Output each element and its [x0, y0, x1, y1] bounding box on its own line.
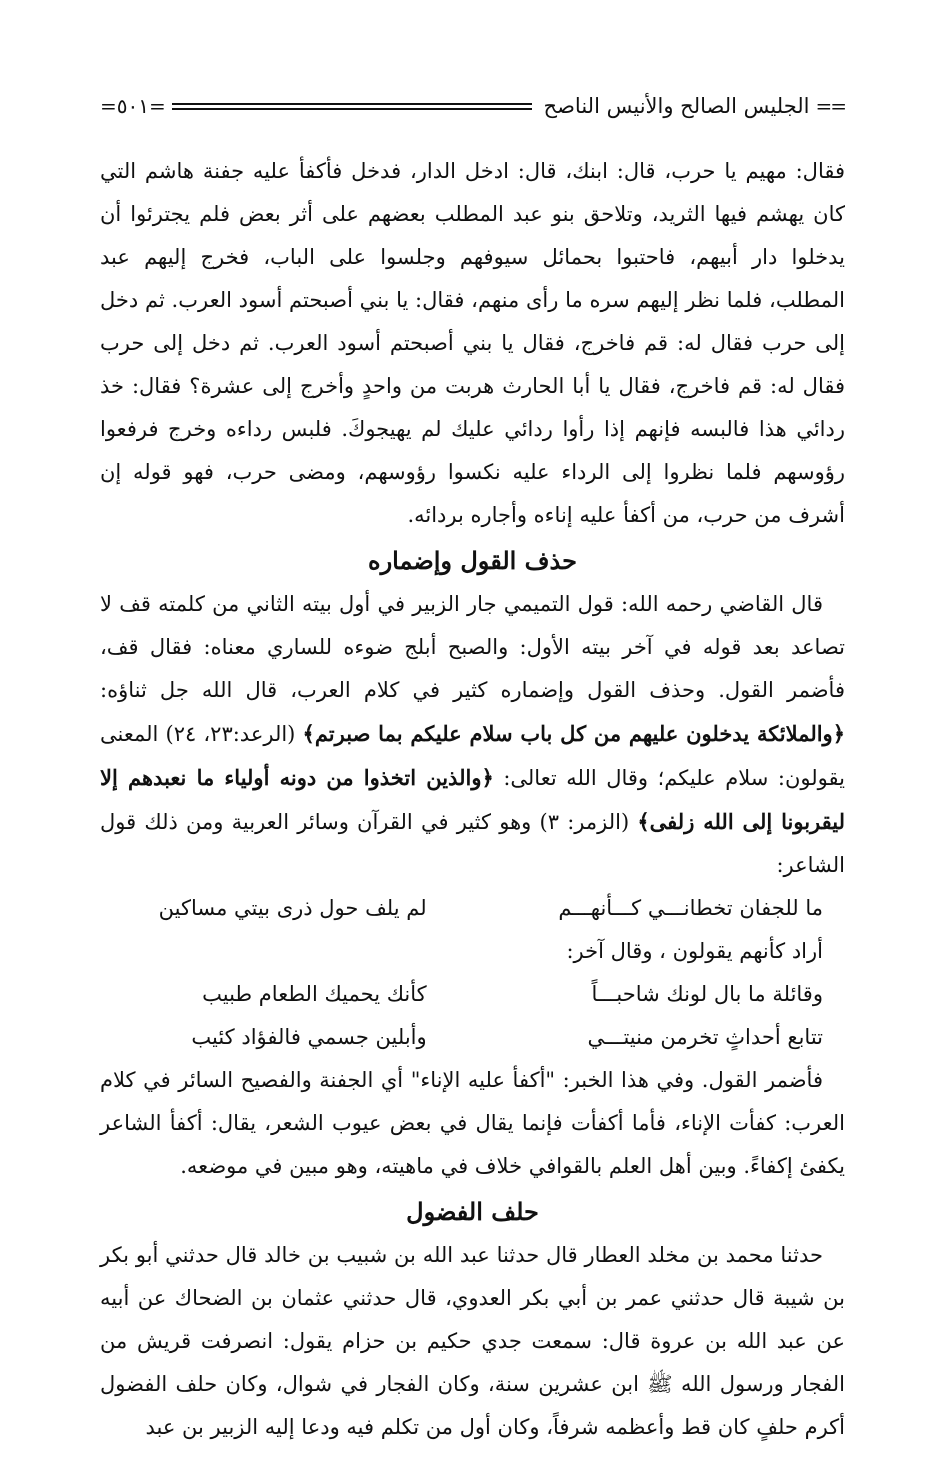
paragraph-3: فأضمر القول. وفي هذا الخبر: "أكفأ عليه الإناء" أي الجفنة والفصيح السائر في كلام العرب: كفأت الإناء، فأما أكفأت فإنما يقال في بعض عيوب الشعر، يقال: أكفأ الشاعر يكفئ إكفاءً. وبين أهل العلم بالقوافي خلاف في ماهيته، وهو مبين في موضعه. — [100, 1068, 845, 1178]
paragraph-4: حدثنا محمد بن مخلد العطار قال حدثنا عبد الله بن شبيب بن خالد قال حدثني أبو بكر بن شيبة قال حدثني عمر بن أبي بكر العدوي، قال حدثني عثمان بن الضحاك عن أبيه عن عبد الله بن عروة قال: سمعت جدي حكيم بن حزام يقول: انصرفت قريش من الفجار ورسول الله ﷺ ابن عشرين سنة، وكان الفجار في شوال، وكان حلف الفضول أكرم حلفٍ كان قط وأعظمه شرفاً، وكان أول من تكلم فيه ودعا إليه الزبير بن عبد — [100, 1243, 845, 1439]
poem-line-3 — [100, 1016, 845, 1059]
paragraph-2-text-a: قال القاضي رحمه الله: قول التميمي جار الزبير في أول بيته الثاني من كلمته قف لا تصاعد بعد قوله في آخر بيته الأول: والصبح أبلج ضوءه للساري معناه: فقال قف، فأضمر القول. وحذف القول وإضماره كثير في كلام العرب، قال الله جل ثناؤه: — [100, 592, 845, 702]
page-number: =٥٠١= — [100, 94, 166, 118]
section-heading-omission-of-speech: حذف القول وإضماره — [368, 546, 577, 575]
paragraph-2-text-b: (الرعد:٢٣، ٢٤) المعنى يقولون: سلام عليكم؛ وقال الله تعالى: — [100, 722, 845, 790]
page-body — [100, 150, 845, 1449]
quran-verse-2: ﴿والذين اتخذوا من دونه أولياء ما نعبدهم إلا ليقربونا إلى الله زلفى﴾ — [100, 765, 845, 834]
poem-block — [100, 887, 845, 1059]
poem-line-1-second-hemistich: لم يلف حول ذرى بيتي مساكين — [158, 896, 427, 920]
poem-line-3-first-hemistich: تتابع أحداثٍ تخرمن منيتـــي — [587, 1025, 823, 1049]
poem-line-2 — [100, 973, 845, 1016]
header-rule — [172, 103, 532, 110]
paragraph-2 — [100, 583, 845, 887]
poem-note-text: أراد كأنهم يقولون ، وقال آخر: — [566, 939, 823, 963]
poem-line-3-second-hemistich: وأبلين جسمي فالفؤاد كئيب — [191, 1025, 427, 1049]
header-book-title: الجليس الصالح والأنيس الناصح — [543, 94, 810, 118]
paragraph-1: فقال: مهيم يا حرب، قال: ابنك، قال: ادخل الدار، فدخل فأكفأ عليه جفنة هاشم التي كان يهشم فيها الثريد، وتلاحق بنو عبد المطلب بعضهم على أثر بعض فلم يجترئوا أن يدخلوا دار أبيهم، فاحتبوا بحمائل سيوفهم وجلسوا على الباب، فخرج إليهم عبد المطلب، فلما نظر إليهم سره ما رأى منهم، فقال: يا بني أصبحتم أسود العرب. ثم دخل إلى حرب فقال له: قم فاخرج، فقال يا بني أصبحتم أسود العرب. ثم دخل إلى حرب فقال له: قم فاخرج، فقال يا أبا الحارث هربت من واحدٍ وأخرج إلى عشرة؟ فقال: خذ ردائي هذا فالبسه فإنهم إذا رأوا ردائي عليك لم يهيجوكَ. فلبس رداءه وخرج فرفعوا رؤوسهم فلما نظروا إلى الرداء عليه نكسوا رؤوسهم، ومضى حرب، فهو قوله إن أشرف من حرب، من أكفأ عليه إناءه وأجاره بردائه. — [100, 159, 845, 527]
poem-line-2-second-hemistich: كأنك يحميك الطعام طبيب — [202, 982, 427, 1006]
paragraph-2-text-c: (الزمر: ٣) وهو كثير في القرآن وسائر العربية ومن ذلك قول الشاعر: — [100, 810, 845, 877]
poem-line-2-first-hemistich: وقائلة ما بال لونك شاحبـــاً — [591, 982, 823, 1006]
header-mark: == — [815, 94, 845, 118]
poem-line-1 — [100, 887, 845, 930]
poem-line-1-first-hemistich: ما للجفان تخطانـــي كـــأنهـــم — [558, 896, 823, 920]
poem-note — [100, 930, 845, 973]
quran-verse-1: ﴿والملائكة يدخلون عليهم من كل باب سلام عليكم بما صبرتم﴾ — [302, 721, 845, 746]
running-header — [100, 88, 845, 124]
section-heading-hilf-al-fudul: حلف الفضول — [406, 1197, 539, 1226]
